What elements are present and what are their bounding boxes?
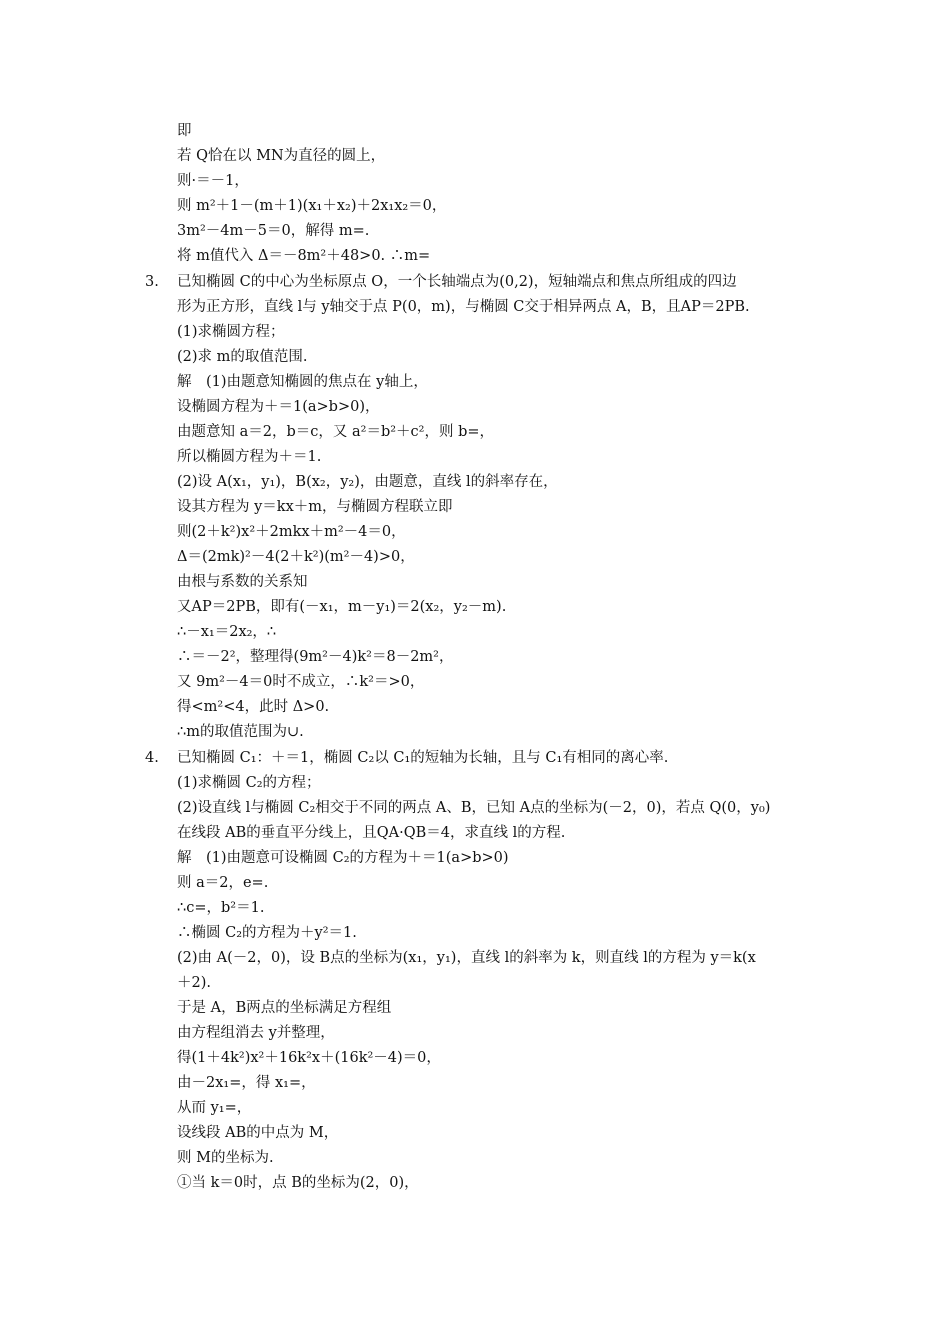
text-line: 解 (1)由题意可设椭圆 C₂的方程为＋＝1(a>b>0) [177, 850, 509, 866]
text-line: (1)求椭圆 C₂的方程； [177, 775, 321, 791]
text-line: 则 m²＋1－(m＋1)(x₁＋x₂)＋2x₁x₂＝0， [177, 198, 447, 214]
text-line: ∴＝－2²，整理得(9m²－4)k²＝8－2m²， [177, 649, 454, 665]
text-line: 形为正方形，直线 l与 y轴交于点 P(0，m)，与椭圆 C交于相异两点 A，B，且AP＝2PB. [177, 299, 750, 315]
text-line: 由根与系数的关系知 [177, 574, 308, 590]
text-line: 得<m²<4，此时 Δ>0. [177, 699, 330, 715]
text-line: (2)设 A(x₁，y₁)，B(x₂，y₂)，由题意，直线 l的斜率存在， [177, 474, 558, 490]
text-line: 由－2x₁=，得 x₁=， [177, 1075, 316, 1091]
text-line: 由题意知 a＝2，b＝c，又 a²＝b²＋c²，则 b=， [177, 424, 495, 440]
text-line: 则·＝－1， [177, 173, 249, 189]
text-line: 又AP＝2PB，即有(－x₁，m－y₁)＝2(x₂，y₂－m). [177, 599, 507, 615]
text-line: 由方程组消去 y并整理， [177, 1025, 335, 1041]
text-line: 解 (1)由题意知椭圆的焦点在 y轴上， [177, 374, 428, 390]
text-line: 则(2＋k²)x²＋2mkx＋m²－4＝0， [177, 524, 406, 540]
text-line: ①当 k＝0时，点 B的坐标为(2，0)， [177, 1175, 419, 1191]
text-line: 即 [177, 123, 192, 139]
text-line: 得(1＋4k²)x²＋16k²x＋(16k²－4)＝0， [177, 1050, 441, 1066]
text-line: ∴c=，b²＝1. [177, 900, 265, 916]
text-line: 若 Q恰在以 MN为直径的圆上， [177, 148, 386, 164]
text-line: 于是 A，B两点的坐标满足方程组 [177, 1000, 392, 1016]
text-line: 已知椭圆 C的中心为坐标原点 O，一个长轴端点为(0,2)，短轴端点和焦点所组成的四边 [177, 274, 737, 290]
text-line: 将 m值代入 Δ＝－8m²＋48>0. ∴m= [177, 248, 431, 264]
text-line: ∴m的取值范围为∪. [177, 724, 304, 740]
text-line: 则 a＝2，e=. [177, 875, 269, 891]
text-line: 在线段 AB的垂直平分线上，且QA·QB＝4，求直线 l的方程. [177, 825, 566, 841]
problem-number: 4. [145, 750, 159, 766]
text-line: 又 9m²－4＝0时不成立，∴k²＝>0， [177, 674, 425, 690]
text-line: 所以椭圆方程为＋＝1. [177, 449, 322, 465]
text-line: 设线段 AB的中点为 M， [177, 1125, 339, 1141]
text-line: ＋2). [177, 975, 211, 991]
text-line: 已知椭圆 C₁：＋＝1，椭圆 C₂以 C₁的短轴为长轴，且与 C₁有相同的离心率. [177, 750, 669, 766]
problem-number: 3. [145, 274, 159, 290]
text-line: (2)求 m的取值范围. [177, 349, 308, 365]
text-line: ∴－x₁＝2x₂，∴ [177, 624, 277, 640]
text-line: 3m²－4m－5＝0，解得 m=. [177, 223, 370, 239]
text-line: (1)求椭圆方程； [177, 324, 285, 340]
text-line: (2)设直线 l与椭圆 C₂相交于不同的两点 A、B，已知 A点的坐标为(－2，0)，若点 Q(0，y₀) [177, 800, 771, 816]
text-line: ∴椭圆 C₂的方程为＋y²＝1. [177, 925, 357, 941]
text-line: 设其方程为 y＝kx＋m，与椭圆方程联立即 [177, 499, 453, 515]
text-line: 从而 y₁=， [177, 1100, 252, 1116]
text-line: 则 M的坐标为. [177, 1150, 274, 1166]
text-line: Δ＝(2mk)²－4(2＋k²)(m²－4)>0， [177, 549, 415, 565]
text-line: 设椭圆方程为＋＝1(a>b>0)， [177, 399, 380, 415]
text-line: (2)由 A(－2，0)，设 B点的坐标为(x₁，y₁)，直线 l的斜率为 k，则直线 l的方程为 y＝k(x [177, 950, 756, 966]
